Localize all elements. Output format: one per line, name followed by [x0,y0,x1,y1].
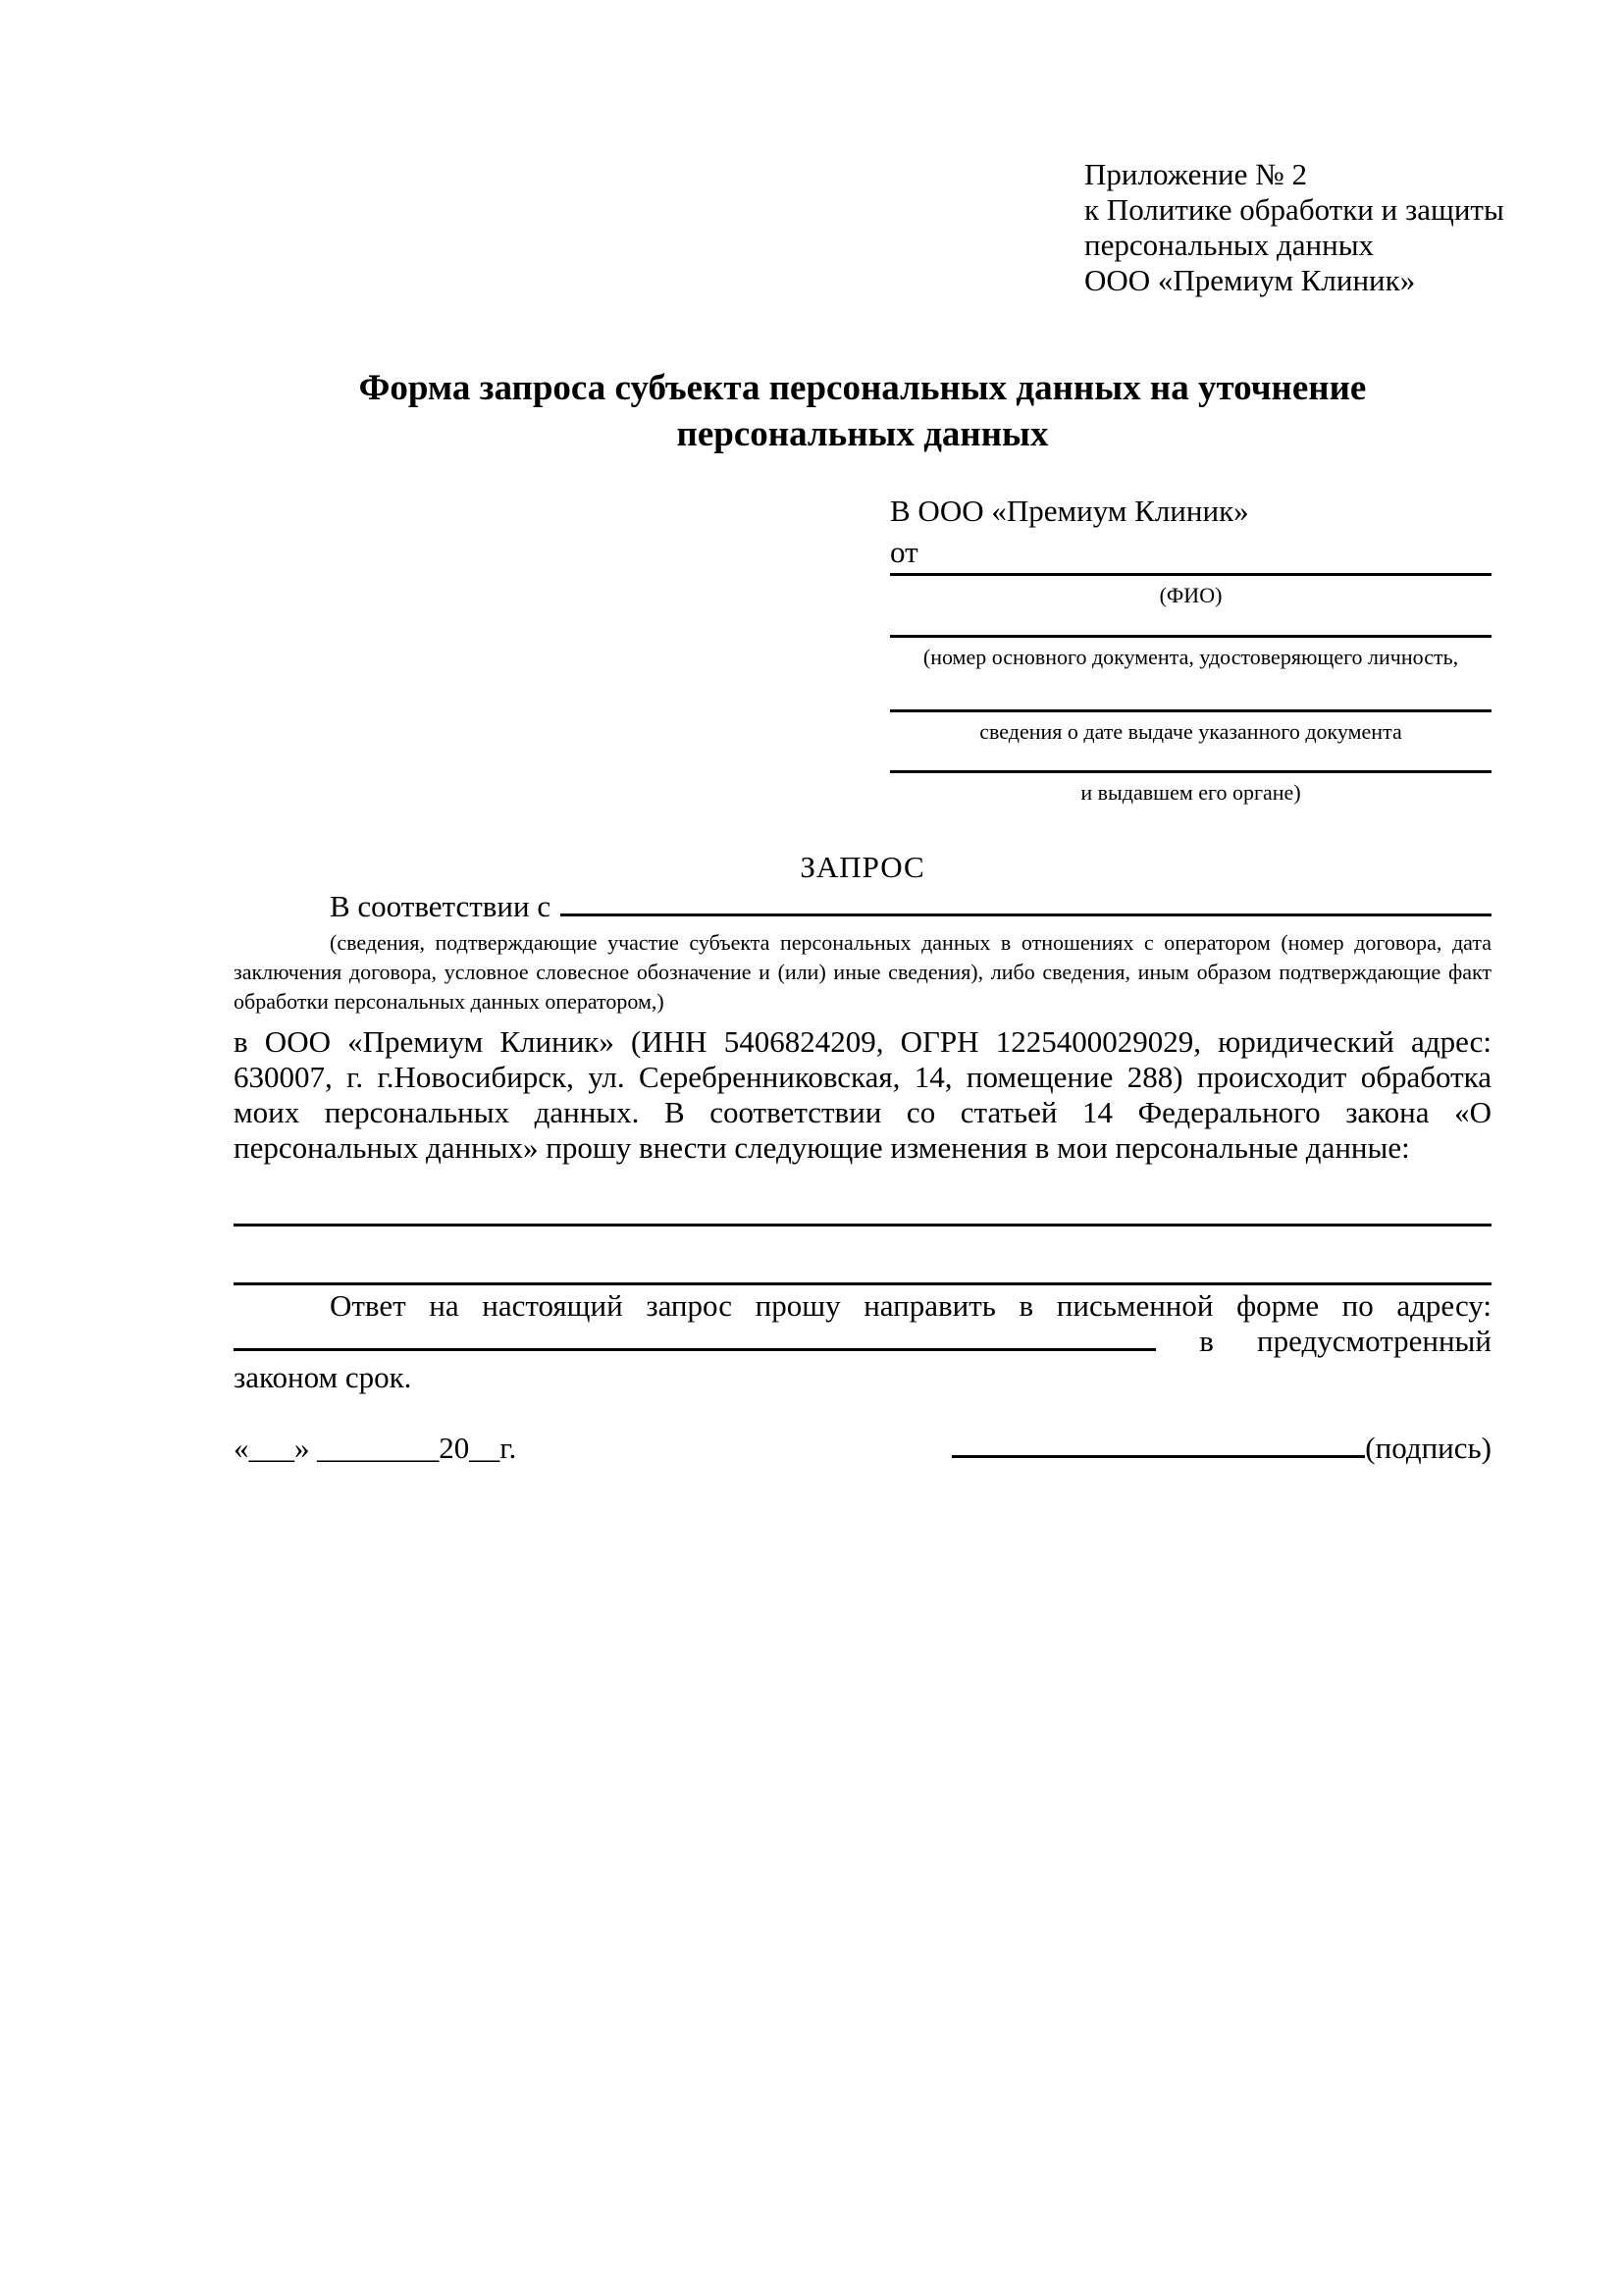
document-number-caption: (номер основного документа, удостоверяющего личность, [922,645,1459,669]
fio-caption: (ФИО) [1159,583,1223,607]
signature-caption: (подпись) [1365,1431,1492,1465]
issue-date-caption: сведения о дате выдаче указанного документа [979,719,1402,744]
organization-name: В ООО «Премиум Клиник» [890,494,1249,528]
basis-footnote: (сведения, подтверждающие участие субъекта персональных данных в отношениях с оператором (номер договора, дата заключения договора, условное словесное обозначение и (или) иные сведения), либо сведения, иным образом подтверждающие факт обработки персональных данных оператором,) [234,930,1492,1014]
issue-date-blank-line [890,709,1492,712]
reply-closing: законом срок. [234,1360,412,1394]
changes-blank-line-1 [234,1224,1492,1226]
signature-blank-line [952,1453,1365,1458]
address-blank-line [234,1345,1156,1351]
date-signature-row [234,1431,1492,1466]
fio-blank-line [890,573,1492,576]
date-blank: «___» ________20__г. [234,1431,517,1465]
reply-address-row [234,1324,1492,1359]
signature-group [952,1431,1492,1466]
changes-blank-line-2 [234,1282,1492,1285]
form-title [234,365,1492,457]
form-title-line: персональных данных [676,414,1049,454]
request-heading: ЗАПРОС [800,850,925,884]
note-line: к Политике обработки и защиты [1084,192,1504,227]
note-line: персональных данных [1084,228,1375,262]
basis-blank-line [560,911,1492,916]
header-note [1084,157,1536,298]
note-line: Приложение № 2 [1084,157,1307,191]
basis-row [234,889,1492,924]
reply-address-sentence: Ответ на настоящий запрос прошу направить в письменной форме по адресу: [330,1288,1492,1323]
issuing-authority-caption: и выдавшем его органе) [1080,780,1301,805]
issuing-authority-blank-line [890,770,1492,773]
reply-word-v: в [1199,1324,1214,1358]
document-number-blank-line [890,635,1492,638]
request-body: в ООО «Премиум Клиник» (ИНН 5406824209, ОГРН 1225400029029, юридический адрес: 630007, г. г.Новосибирск, ул. Серебренниковская, 14, помещение 288) происходит обработка моих персональных данных. В соответствии со статьей 14 Федерального закона «О персональных данных» прошу внести следующие изменения в мои персональные данные: [234,1024,1492,1165]
from-label: от [890,535,918,569]
form-title-line: Форма запроса субъекта персональных данных на уточнение [358,368,1367,408]
basis-intro-label: В соответствии с [330,889,551,923]
reply-word-predusmotrenny: предусмотренный [1257,1324,1492,1358]
note-line: ООО «Премиум Клиник» [1084,263,1416,297]
